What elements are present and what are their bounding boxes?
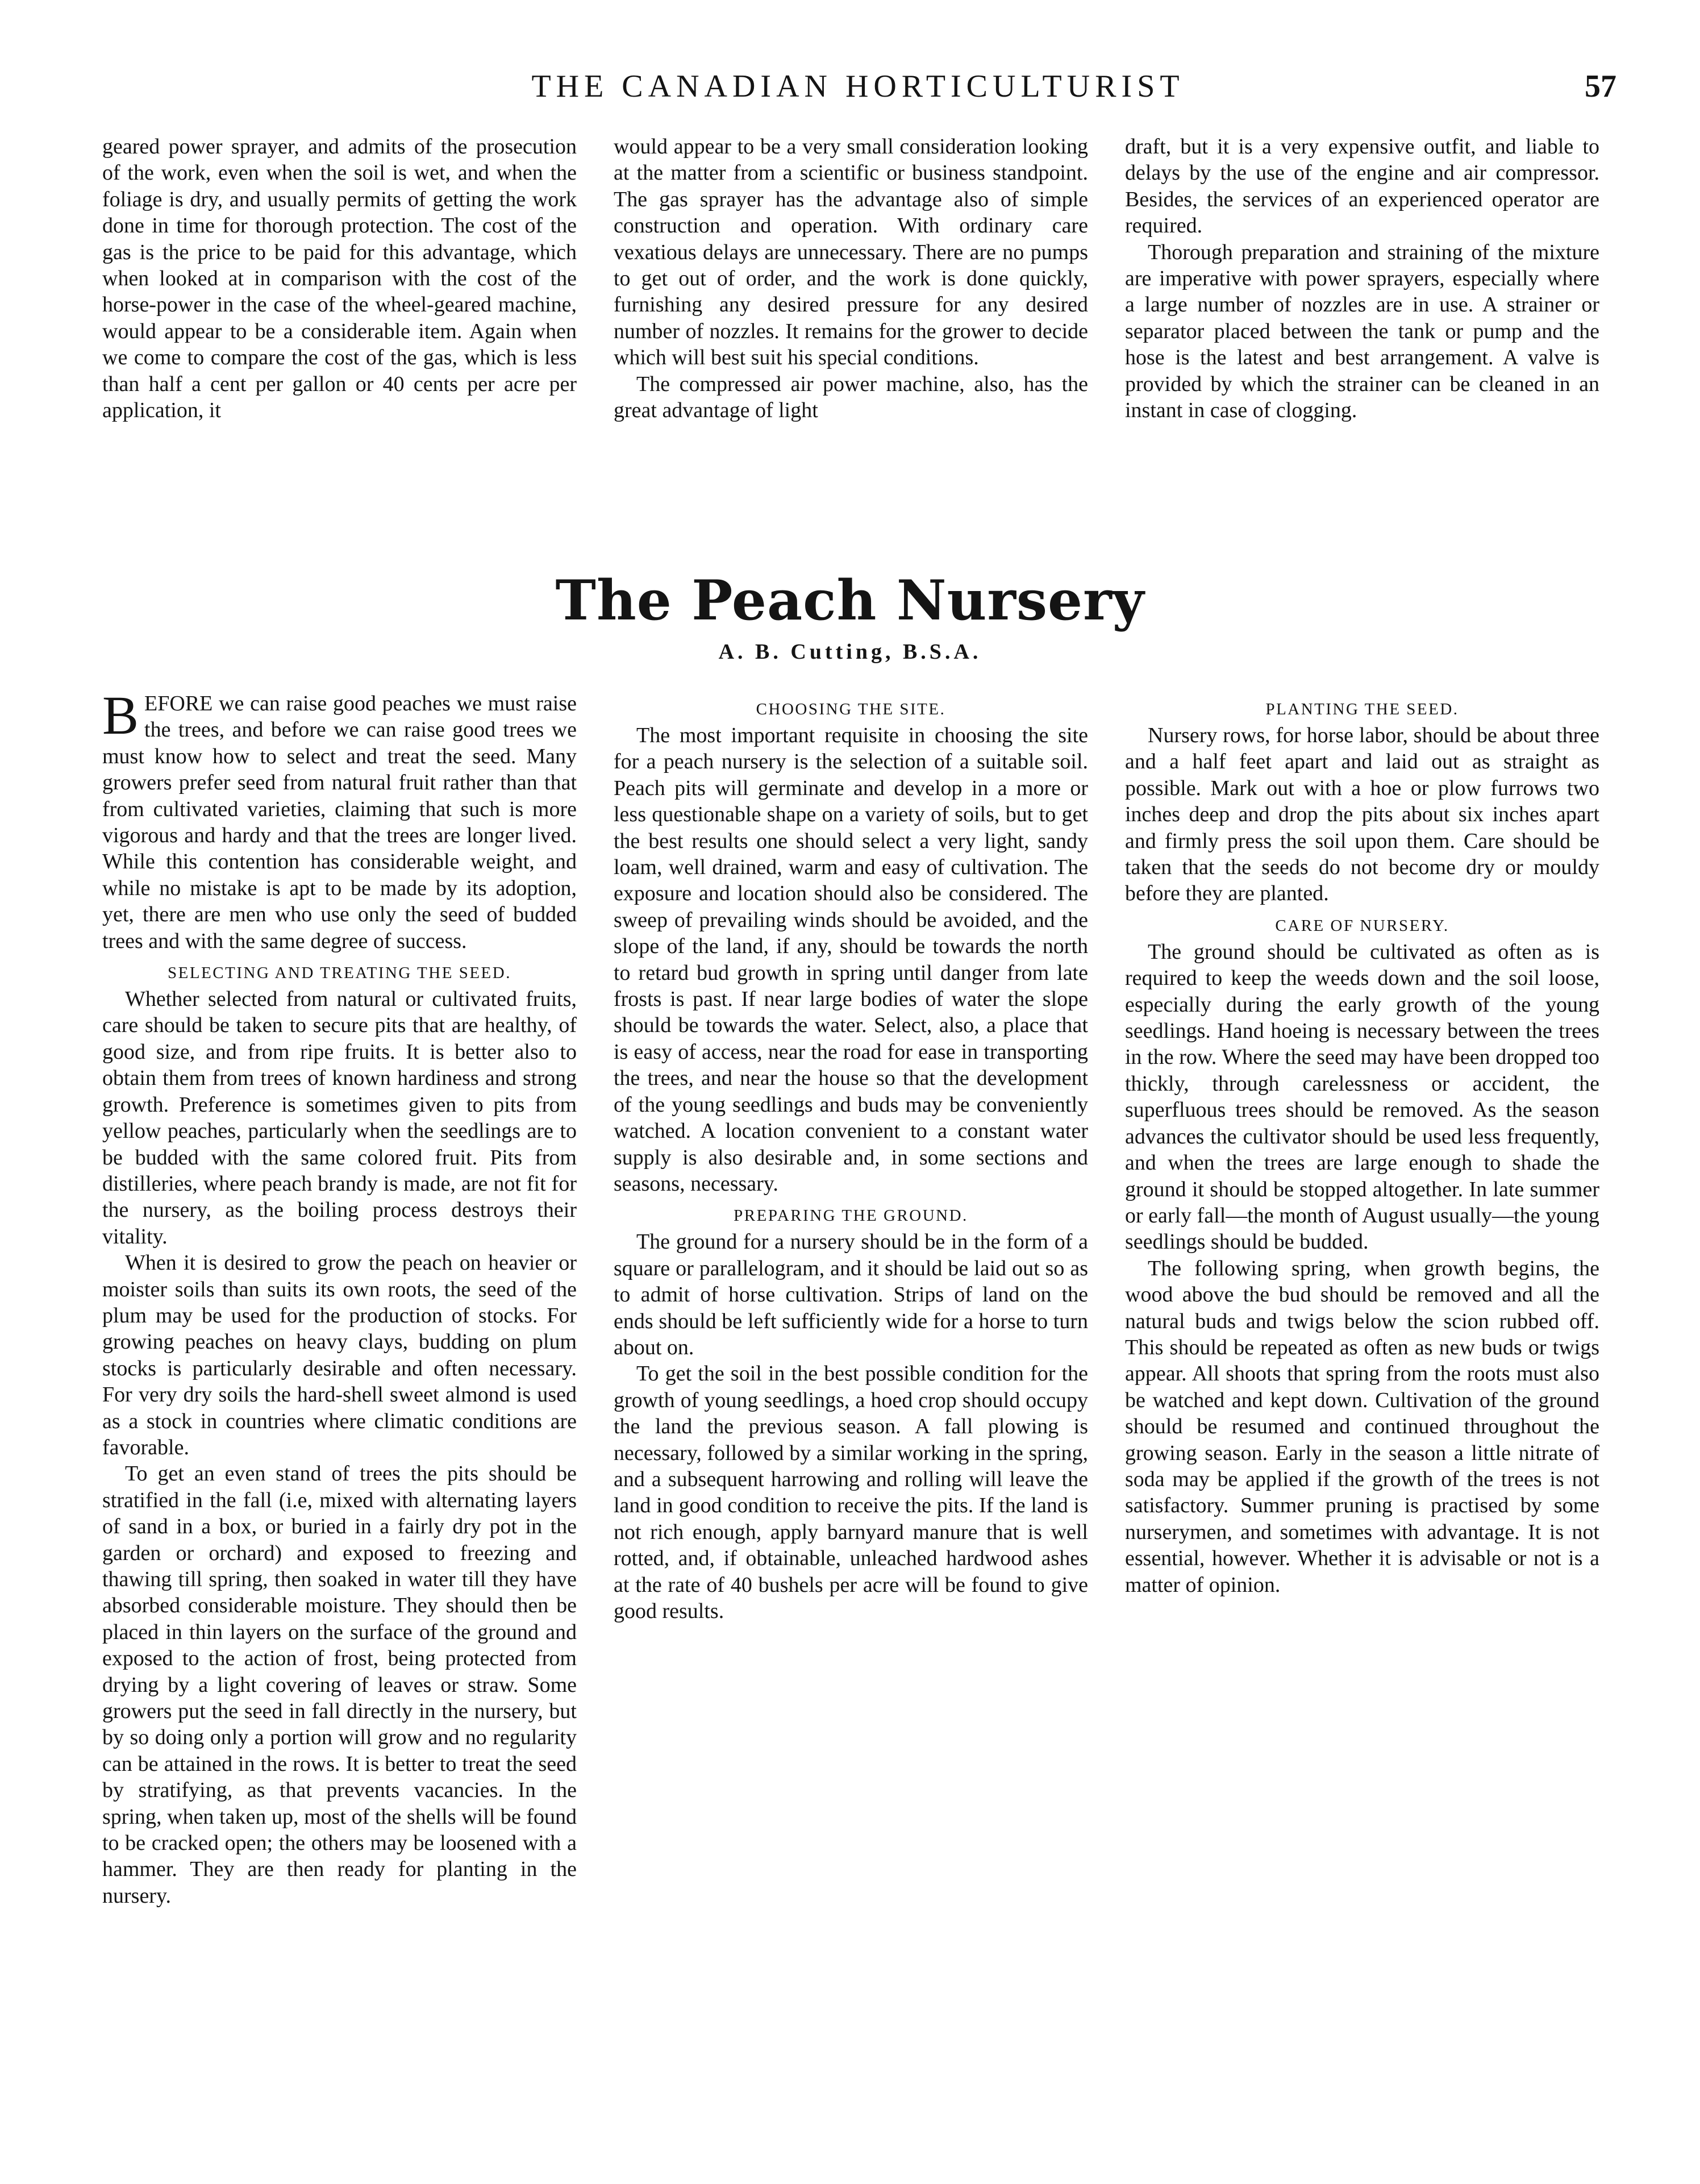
section-heading: PLANTING THE SEED.: [1265, 700, 1459, 718]
paragraph: The ground should be cultivated as often as is required to keep the weeds down and the soil loose, especially during the early growth of the young seedlings. Hand hoeing is necessary between the trees in the row. Where the seed may have been dropped too thickly, through carelessness or accident, the superfluous trees should be removed. As the season advances the cultivator should be used less frequently, and when the trees are large enough to shade the ground it should be stopped altogether. In late summer or early fall—the month of August usually—the young seedlings should be budded.: [1125, 939, 1599, 1254]
paragraph: Nursery rows, for horse labor, should be about three and a half feet apart and laid out as straight as possible. Mark out with a hoe or plow furrows two inches deep and drop the pits about six inches apart and firmly press the soil upon them. Care should be taken that the seeds do not become dry or mouldy before they are planted.: [1125, 723, 1599, 906]
drop-cap: B: [102, 690, 139, 746]
page-header: [99, 68, 1616, 114]
article-byline: A. B. Cutting, B.S.A.: [718, 640, 982, 664]
paragraph: Thorough preparation and straining of the mixture are imperative with power sprayers, especially where a large number of nozzles are in use. A strainer or separator placed between the tank or pump and the hose is the latest and best arrangement. A valve is provided by which the strainer can be cleaned in an instant in case of clogging.: [1125, 240, 1599, 423]
article-column-3: [1125, 690, 1599, 2100]
intro-text: we can raise good peaches we must raise the trees, and before we can raise good trees we must know how to select and treat the seed. Many growers prefer seed from natural fruit rather than that from cultivated varieties, claiming that such is more vigorous and hardy and that the trees are longer lived. While this contention has considerable weight, and while no mistake is apt to be made by its adoption, yet, there are men who use only the seed of budded trees and with the same degree of success.: [102, 692, 577, 953]
running-head: THE CANADIAN HORTICULTURIST: [531, 69, 1185, 104]
article-column-1: [102, 690, 577, 2100]
section-heading: PREPARING THE GROUND.: [734, 1207, 968, 1225]
intro-paragraph: [102, 690, 577, 954]
paragraph: When it is desired to grow the peach on heavier or moister soils than suits its own roots, the seed of the plum may be used for the production of stocks. For growing peaches on heavy clays, budding on plum stocks is particularly desirable and often necessary. For very dry soils the hard-shell sweet almond is used as a stock in countries where climatic conditions are favorable.: [102, 1251, 577, 1459]
section-heading: CARE OF NURSERY.: [1275, 916, 1449, 935]
preceding-column-2: [614, 134, 1088, 526]
article-title: The Peach Nursery: [555, 568, 1145, 633]
paragraph: The most important requisite in choosing the site for a peach nursery is the selection of a suitable soil. Peach pits will germinate and develop in a more or less questionable shape on a variety of soils, but to get the best results one should select a very light, sandy loam, well drained, warm and easy of cultivation. The exposure and location should also be considered. The sweep of prevailing winds should be avoided, and the slope of the land, if any, should be towards the north to retard bud growth in spring until danger from late frosts is past. If near large bodies of water the slope should be towards the water. Select, also, a place that is easy of access, near the road for ease in transporting the trees, and near the house so that the development of the young seedlings and buds may be conveniently watched. A location convenient to a constant water supply is also desirable and, in some sections and seasons, necessary.: [614, 723, 1088, 1196]
opening-words: EFORE: [144, 692, 213, 715]
preceding-article: [102, 134, 1599, 526]
article-body: [102, 690, 1599, 2100]
section-heading: CHOOSING THE SITE.: [756, 700, 946, 718]
article-column-2: [614, 690, 1088, 2100]
paragraph: Whether selected from natural or cultivated fruits, care should be taken to secure pits that are healthy, of good size, and from ripe fruits. It is better also to obtain them from trees of known hardiness and strong growth. Preference is sometimes given to pits from yellow peaches, particularly when the seedlings are to be budded with the same colored fruit. Pits from distilleries, where peach brandy is made, are not fit for the nursery, as the boiling process destroys their vitality.: [102, 987, 577, 1249]
paragraph: The ground for a nursery should be in the form of a square or parallelogram, and it should be laid out so as to admit of horse cultivation. Strips of land on the ends should be left sufficiently wide for a horse to turn about on.: [614, 1230, 1088, 1359]
paragraph: To get the soil in the best possible condition for the growth of young seedlings, a hoed crop should occupy the land the previous season. A fall plowing is necessary, followed by a similar working in the spring, and a subsequent harrowing and rolling will leave the land in good condition to receive the pits. If the land is not rich enough, apply barnyard manure that is well rotted, and, if obtainable, unleached hardwood ashes at the rate of 40 bushels per acre will be found to give good results.: [614, 1362, 1088, 1623]
paragraph: The compressed air power machine, also, has the great advantage of light: [614, 372, 1088, 423]
preceding-column-1: [102, 134, 577, 526]
paragraph: draft, but it is a very expensive outfit, and liable to delays by the use of the engine and air compressor. Besides, the services of an experienced operator are required.: [1125, 135, 1599, 238]
page-number: 57: [1585, 69, 1616, 104]
paragraph: The following spring, when growth begins, the wood above the bud should be removed and all the natural buds and twigs below the scion rubbed off. This should be repeated as often as new buds or twigs appear. All shoots that spring from the roots must also be watched and kept down. Cultivation of the ground should be resumed and continued throughout the growing season. Early in the season a little nitrate of soda may be applied if the growth of the trees is not satisfactory. Summer pruning is practised by some nurserymen, and sometimes with advantage. It is not essential, however. Whether it is advisable or not is a matter of opinion.: [1125, 1256, 1599, 1597]
section-heading: SELECTING AND TREATING THE SEED.: [168, 964, 511, 983]
paragraph: geared power sprayer, and admits of the prosecution of the work, even when the soil is wet, and when the foliage is dry, and usually permits of getting the work done in time for thorough protection. The cost of the gas is the price to be paid for this advantage, which when looked at in comparison with the cost of the horse-power in the case of the wheel-geared machine, would appear to be a considerable item. Again when we come to compare the cost of the gas, which is less than half a cent per gallon or 40 cents per acre per application, it: [102, 135, 577, 423]
preceding-column-3: [1125, 134, 1599, 526]
paragraph: would appear to be a very small consideration looking at the matter from a scientific or business standpoint. The gas sprayer has the advantage also of simple construction and operation. With ordinary care vexatious delays are unnecessary. There are no pumps to get out of order, and the work is done quickly, furnishing any desired pressure for any desired number of nozzles. It remains for the grower to decide which will best suit his special conditions.: [614, 135, 1088, 370]
paragraph: To get an even stand of trees the pits should be stratified in the fall (i.e, mixed with alternating layers of sand in a box, or buried in a fairly dry pot in the garden or orchard) and exposed to freezing and thawing till spring, then soaked in water till they have absorbed considerable moisture. They should then be placed in thin layers on the surface of the ground and exposed to the action of frost, being protected from drying by a light covering of leaves or straw. Some growers put the seed in fall directly in the nursery, but by so doing only a portion will grow and no regularity can be attained in the rows. It is better to treat the seed by stratifying, as that prevents vacancies. In the spring, when taken up, most of the shells will be found to be cracked open; the others may be loosened with a hammer. They are then ready for planting in the nursery.: [102, 1462, 577, 1908]
